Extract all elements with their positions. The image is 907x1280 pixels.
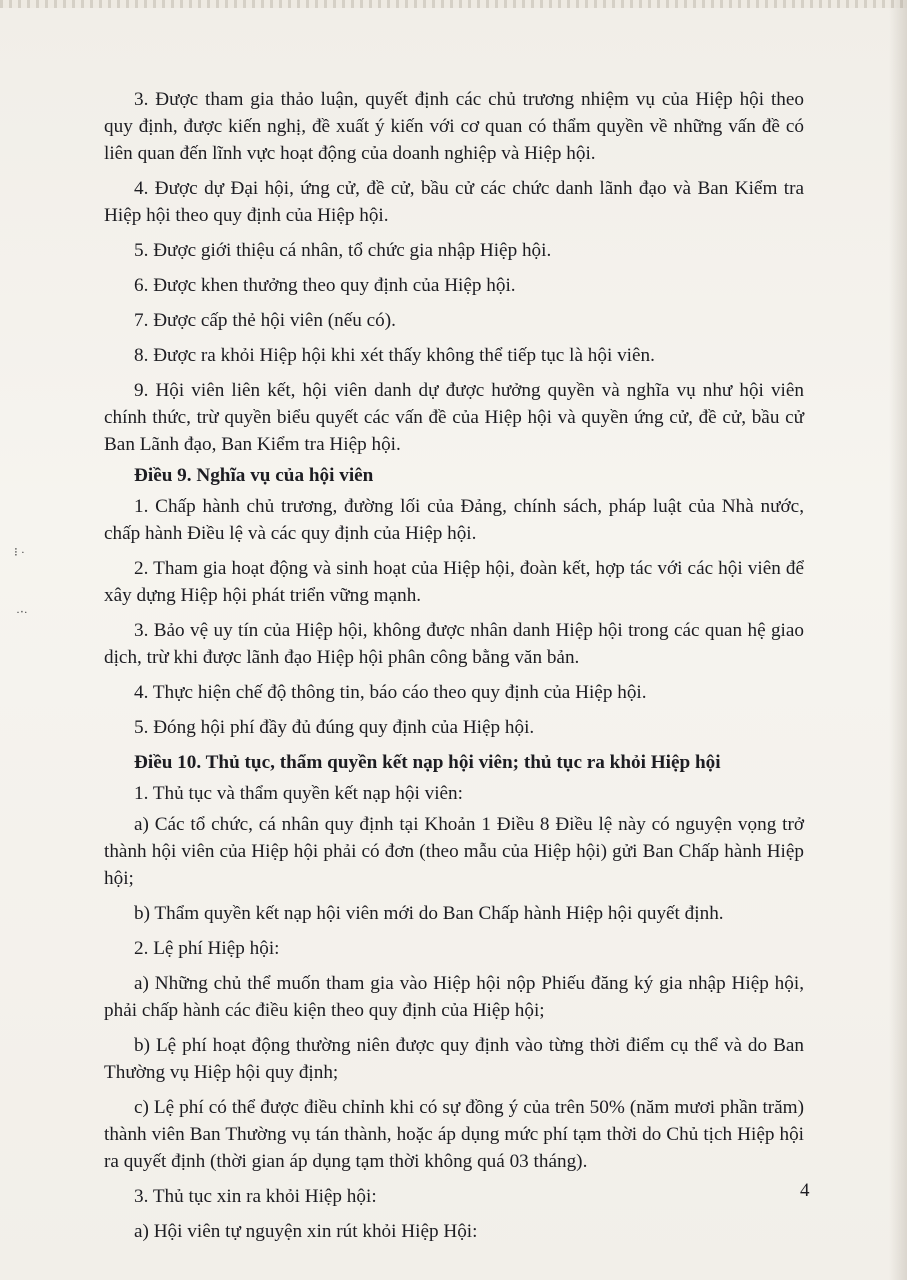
paragraph-rights-6: 6. Được khen thưởng theo quy định của Hiệp hội. bbox=[134, 275, 516, 296]
paragraph-duties-1: 1. Chấp hành chủ trương, đường lối của Đảng, chính sách, pháp luật của Nhà nước, chấp hành Điều lệ và các quy định của Hiệp hội. bbox=[104, 496, 804, 544]
paragraph-rights-7: 7. Được cấp thẻ hội viên (nếu có). bbox=[134, 310, 396, 331]
paragraph-rights-3: 3. Được tham gia thảo luận, quyết định các chủ trương nhiệm vụ của Hiệp hội theo quy định, được kiến nghị, đề xuất ý kiến với cơ quan có thẩm quyền về những vấn đề có liên quan đến lĩnh vực hoạt động của doanh nghiệp và Hiệp hội. bbox=[104, 89, 804, 164]
article-10-heading: Điều 10. Thủ tục, thẩm quyền kết nạp hội viên; thủ tục ra khỏi Hiệp hội bbox=[134, 752, 721, 773]
paragraph-fee-2a: a) Những chủ thể muốn tham gia vào Hiệp hội nộp Phiếu đăng ký gia nhập Hiệp hội, phải chấp hành các điều kiện theo quy định của Hiệp hội; bbox=[104, 973, 804, 1021]
paragraph-fee-2: 2. Lệ phí Hiệp hội: bbox=[134, 938, 280, 959]
scan-speck: ⁝ · bbox=[14, 545, 25, 559]
paragraph-duties-4: 4. Thực hiện chế độ thông tin, báo cáo theo quy định của Hiệp hội. bbox=[134, 682, 647, 703]
scan-right-shadow bbox=[889, 0, 907, 1280]
paragraph-withdraw-3: 3. Thủ tục xin ra khỏi Hiệp hội: bbox=[134, 1186, 377, 1207]
paragraph-rights-5: 5. Được giới thiệu cá nhân, tổ chức gia nhập Hiệp hội. bbox=[134, 240, 552, 261]
paragraph-duties-3: 3. Bảo vệ uy tín của Hiệp hội, không được nhân danh Hiệp hội trong các quan hệ giao dịch, trừ khi được lãnh đạo Hiệp hội phân công bằng văn bản. bbox=[104, 620, 804, 668]
paragraph-admission-1b: b) Thẩm quyền kết nạp hội viên mới do Ban Chấp hành Hiệp hội quyết định. bbox=[134, 903, 724, 924]
paragraph-rights-9: 9. Hội viên liên kết, hội viên danh dự được hưởng quyền và nghĩa vụ như hội viên chính thức, trừ quyền biểu quyết các vấn đề của Hiệp hội và quyền ứng cử, đề cử, bầu cử Ban Lãnh đạo, Ban Kiểm tra Hiệp hội. bbox=[104, 380, 804, 455]
paragraph-duties-2: 2. Tham gia hoạt động và sinh hoạt của Hiệp hội, đoàn kết, hợp tác với các hội viên để xây dựng Hiệp hội phát triển vững mạnh. bbox=[104, 558, 804, 606]
page-number: 4 bbox=[800, 1180, 810, 1201]
paragraph-duties-5: 5. Đóng hội phí đầy đủ đúng quy định của Hiệp hội. bbox=[134, 717, 535, 738]
article-9-heading: Điều 9. Nghĩa vụ của hội viên bbox=[134, 465, 374, 486]
paragraph-fee-2b: b) Lệ phí hoạt động thường niên được quy định vào từng thời điểm cụ thể và do Ban Thường vụ Hiệp hội quy định; bbox=[104, 1035, 804, 1083]
paragraph-rights-8: 8. Được ra khỏi Hiệp hội khi xét thấy không thể tiếp tục là hội viên. bbox=[134, 345, 655, 366]
scan-top-edge bbox=[0, 0, 907, 8]
document-body bbox=[104, 86, 804, 1253]
scan-speck: ·‧· bbox=[16, 605, 28, 619]
paragraph-fee-2c: c) Lệ phí có thể được điều chỉnh khi có sự đồng ý của trên 50% (năm mươi phần trăm) thành viên Ban Thường vụ tán thành, hoặc áp dụng mức phí tạm thời do Chủ tịch Hiệp hội ra quyết định (thời gian áp dụng tạm thời không quá 03 tháng). bbox=[104, 1097, 804, 1172]
paragraph-admission-1: 1. Thủ tục và thẩm quyền kết nạp hội viên: bbox=[134, 783, 463, 804]
paragraph-withdraw-3a: a) Hội viên tự nguyện xin rút khỏi Hiệp Hội: bbox=[134, 1221, 478, 1242]
paragraph-admission-1a: a) Các tổ chức, cá nhân quy định tại Khoản 1 Điều 8 Điều lệ này có nguyện vọng trở thành hội viên của Hiệp hội phải có đơn (theo mẫu của Hiệp hội) gửi Ban Chấp hành Hiệp hội; bbox=[104, 814, 804, 889]
paragraph-rights-4: 4. Được dự Đại hội, ứng cử, đề cử, bầu cử các chức danh lãnh đạo và Ban Kiểm tra Hiệp hội theo quy định của Hiệp hội. bbox=[104, 178, 804, 226]
